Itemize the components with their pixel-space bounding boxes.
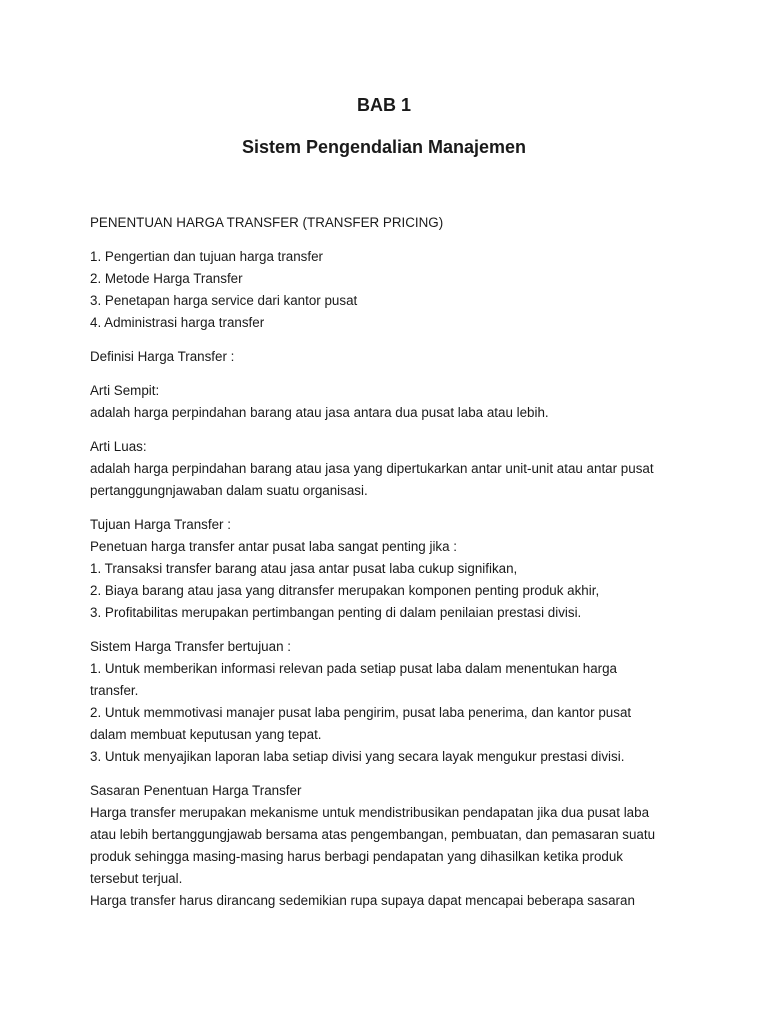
broad-meaning-paragraph [90,436,680,502]
text-line: pertanggungnjawaban dalam suatu organisasi. [90,483,368,498]
goals-paragraph [90,780,680,912]
text-line: Sasaran Penentuan Harga Transfer [90,783,302,798]
text-line: atau lebih bertanggungjawab bersama atas pengembangan, pembuatan, dan pemasaran suatu [90,827,656,842]
list-item: 4. Administrasi harga transfer [90,315,265,330]
narrow-meaning-paragraph [90,380,680,424]
text-line: Tujuan Harga Transfer : [90,517,231,532]
section-heading-transfer-pricing [90,212,680,234]
topic-list [90,246,680,334]
text-line: produk sehingga masing-masing harus berbagi pendapatan yang dihasilkan ketika produk [90,849,623,864]
list-item: 2. Untuk memmotivasi manajer pusat laba pengirim, pusat laba penerima, dan kantor pusat [90,705,632,720]
purpose-paragraph [90,514,680,624]
text-line: Arti Sempit: [90,383,160,398]
text-line: Harga transfer harus dirancang sedemikian rupa supaya dapat mencapai beberapa sasaran [90,893,635,908]
text-line: tersebut terjual. [90,871,183,886]
text-line: Penetuan harga transfer antar pusat laba sangat penting jika : [90,539,458,554]
text-line: PENENTUAN HARGA TRANSFER (TRANSFER PRICING) [90,215,444,230]
list-item: 2. Metode Harga Transfer [90,271,243,286]
text-line: Sistem Harga Transfer bertujuan : [90,639,291,654]
chapter-heading: BAB 1 [356,95,411,115]
list-item: 3. Untuk menyajikan laporan laba setiap divisi yang secara layak mengukur prestasi divisi. [90,749,625,764]
definition-heading [90,346,680,368]
text-line: Harga transfer merupakan mekanisme untuk mendistribusikan pendapatan jika dua pusat laba [90,805,650,820]
list-item: 1. Untuk memberikan informasi relevan pada setiap pusat laba dalam menentukan harga [90,661,618,676]
text-line: transfer. [90,683,139,698]
text-line: dalam membuat keputusan yang tepat. [90,727,322,742]
system-objectives-paragraph [90,636,680,768]
text-line: Arti Luas: [90,439,147,454]
list-item: 2. Biaya barang atau jasa yang ditransfer merupakan komponen penting produk akhir, [90,583,600,598]
list-item: 1. Pengertian dan tujuan harga transfer [90,249,324,264]
list-item: 1. Transaksi transfer barang atau jasa antar pusat laba cukup signifikan, [90,561,518,576]
document-title: Sistem Pengendalian Manajemen [241,137,527,157]
document-body [90,212,680,924]
list-item: 3. Penetapan harga service dari kantor pusat [90,293,358,308]
list-item: 3. Profitabilitas merupakan pertimbangan penting di dalam penilaian prestasi divisi. [90,605,582,620]
text-line: adalah harga perpindahan barang atau jasa yang dipertukarkan antar unit-unit atau antar pusat [90,461,654,476]
text-line: Definisi Harga Transfer : [90,349,235,364]
text-line: adalah harga perpindahan barang atau jasa antara dua pusat laba atau lebih. [90,405,549,420]
